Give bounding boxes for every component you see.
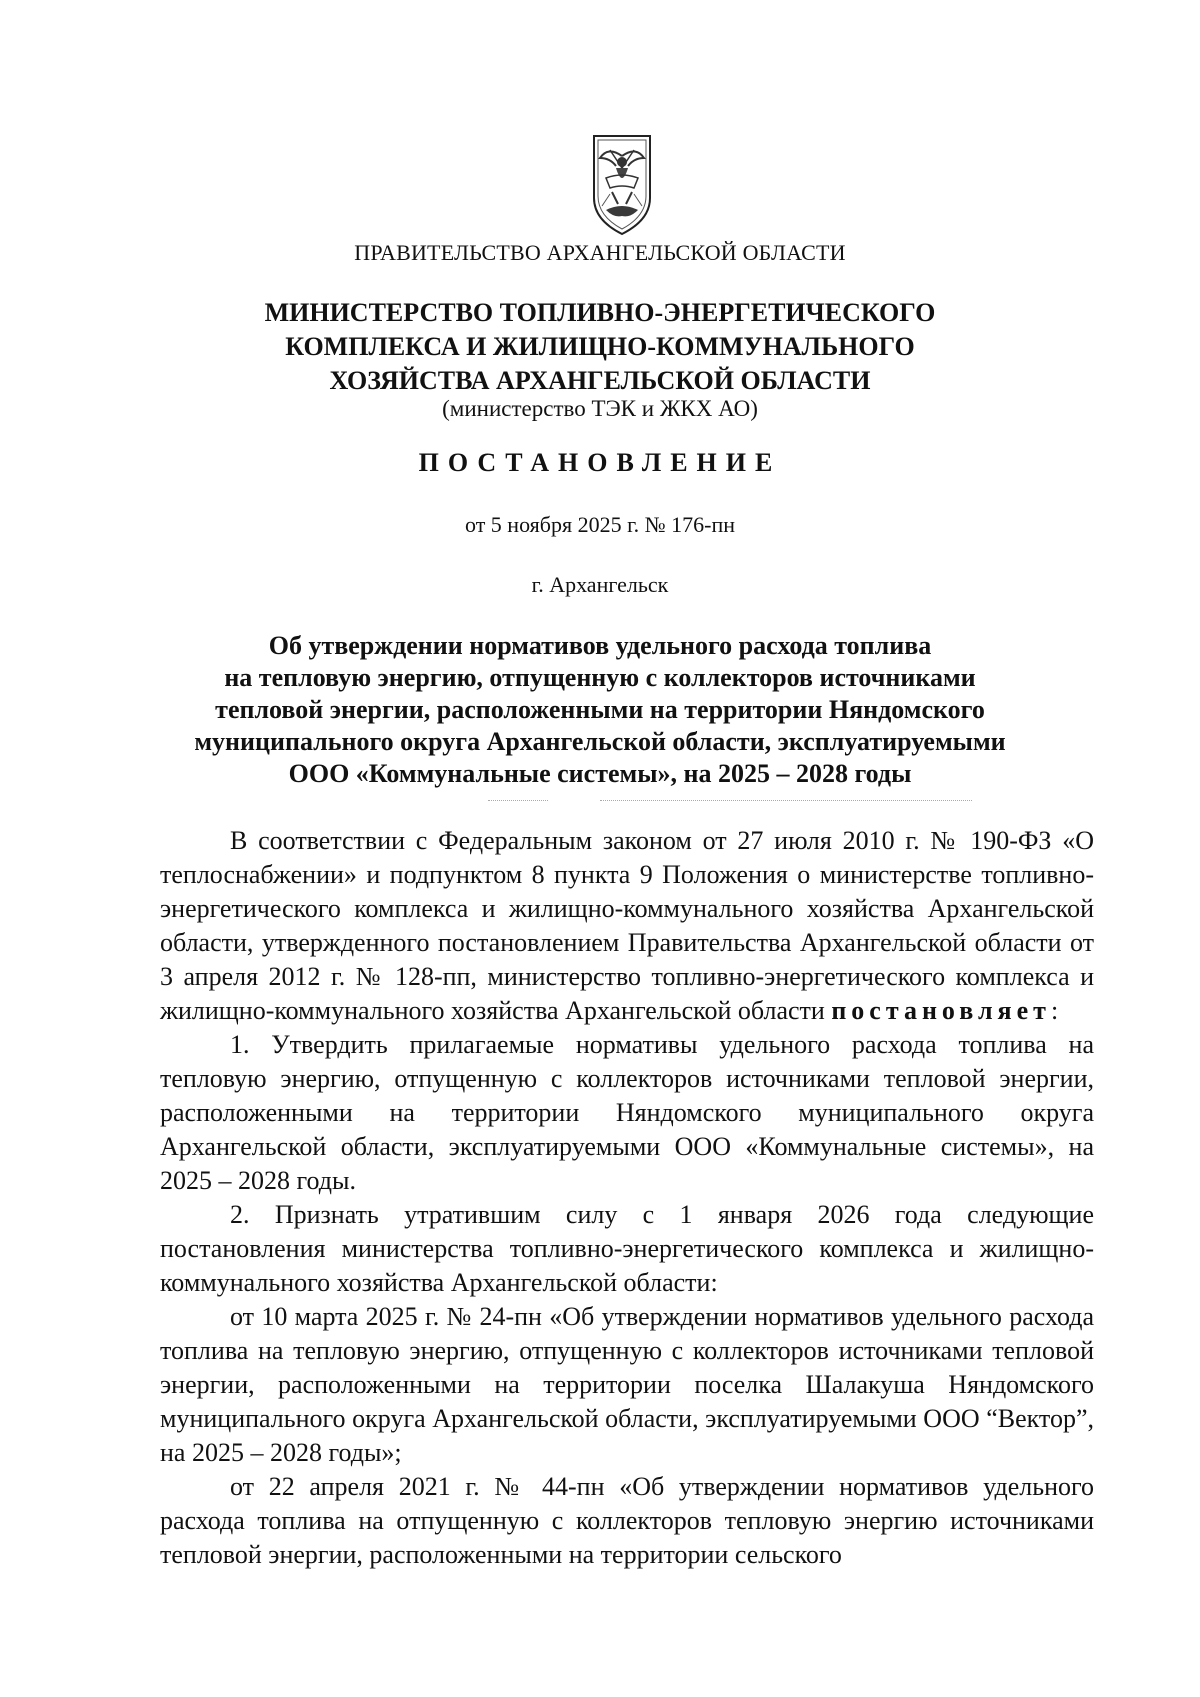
scan-artifact-line — [600, 800, 972, 801]
document-type: ПОСТАНОВЛЕНИЕ — [418, 448, 782, 477]
repealed-decree-2: от 22 апреля 2021 г. № 44-пн «Об утверждении нормативов удельного расхода топлива на отпущенную с коллекторов тепловую энергию источниками тепловой энергии, расположенными на территории сельского — [160, 1472, 1094, 1569]
decree-word: постановляет — [831, 996, 1051, 1025]
ministry-line: МИНИСТЕРСТВО ТОПЛИВНО-ЭНЕРГЕТИЧЕСКОГО — [264, 298, 936, 327]
decree-colon: : — [1050, 996, 1059, 1025]
repealed-decree-1: от 10 марта 2025 г. № 24-пн «Об утверждении нормативов удельного расхода топлива на тепловую энергию, отпущенную с коллекторов источниками тепловой энергии, расположенными на территории поселка Шалакуша Няндомского муниципального округа Архангельской области, эксплуатируемыми ООО “Вектор”, на 2025 – 2028 годы»; — [160, 1302, 1094, 1467]
subject-line: ООО «Коммунальные системы», на 2025 – 2028 годы — [288, 759, 912, 788]
item-1-paragraph: 1. Утвердить прилагаемые нормативы удельного расхода топлива на тепловую энергию, отпущенную с коллекторов источниками тепловой энергии, расположенными на территории Няндомского муниципального округа Архангельской области, эксплуатируемыми ООО «Коммунальные системы», на 2025 – 2028 годы. — [160, 1030, 1094, 1195]
subject-line: на тепловую энергию, отпущенную с коллекторов источниками — [224, 663, 976, 692]
ministry-abbreviation: (министерство ТЭК и ЖКХ АО) — [442, 396, 758, 421]
subject-line: Об утверждении нормативов удельного расхода топлива — [268, 631, 932, 660]
document-city: г. Архангельск — [531, 572, 669, 597]
government-name: ПРАВИТЕЛЬСТВО АРХАНГЕЛЬСКОЙ ОБЛАСТИ — [354, 240, 846, 265]
coat-of-arms-icon — [588, 132, 656, 238]
preamble-paragraph — [160, 824, 1094, 1028]
preamble-text: В соответствии с Федеральным законом от 27 июля 2010 г. № 190-ФЗ «О теплоснабжении» и подпунктом 8 пункта 9 Положения о министерстве топливно-энергетического комплекса и жилищно-коммунального хозяйства Архангельской области, утвержденного постановлением Правительства Архангельской области от 3 апреля 2012 г. № 128-пп, министерство топливно-энергетического комплекса и жилищно-коммунального хозяйства Архангельской области — [160, 826, 1094, 1025]
ministry-line: КОМПЛЕКСА И ЖИЛИЩНО-КОММУНАЛЬНОГО — [285, 332, 915, 361]
document-date-number: от 5 ноября 2025 г. № 176-пн — [464, 512, 735, 537]
document-body — [160, 824, 1094, 1572]
ministry-line: ХОЗЯЙСТВА АРХАНГЕЛЬСКОЙ ОБЛАСТИ — [329, 366, 871, 395]
item-2-paragraph: 2. Признать утратившим силу с 1 января 2026 года следующие постановления министерства топливно-энергетического комплекса и жилищно-коммунального хозяйства Архангельской области: — [160, 1200, 1094, 1297]
document-subject — [0, 630, 1200, 790]
coat-of-arms-emblem — [588, 132, 656, 238]
subject-line: тепловой энергии, расположенными на территории Няндомского — [215, 695, 985, 724]
scan-artifact-line — [488, 800, 548, 801]
ministry-name — [0, 296, 1200, 398]
subject-line: муниципального округа Архангельской области, эксплуатируемыми — [194, 727, 1006, 756]
